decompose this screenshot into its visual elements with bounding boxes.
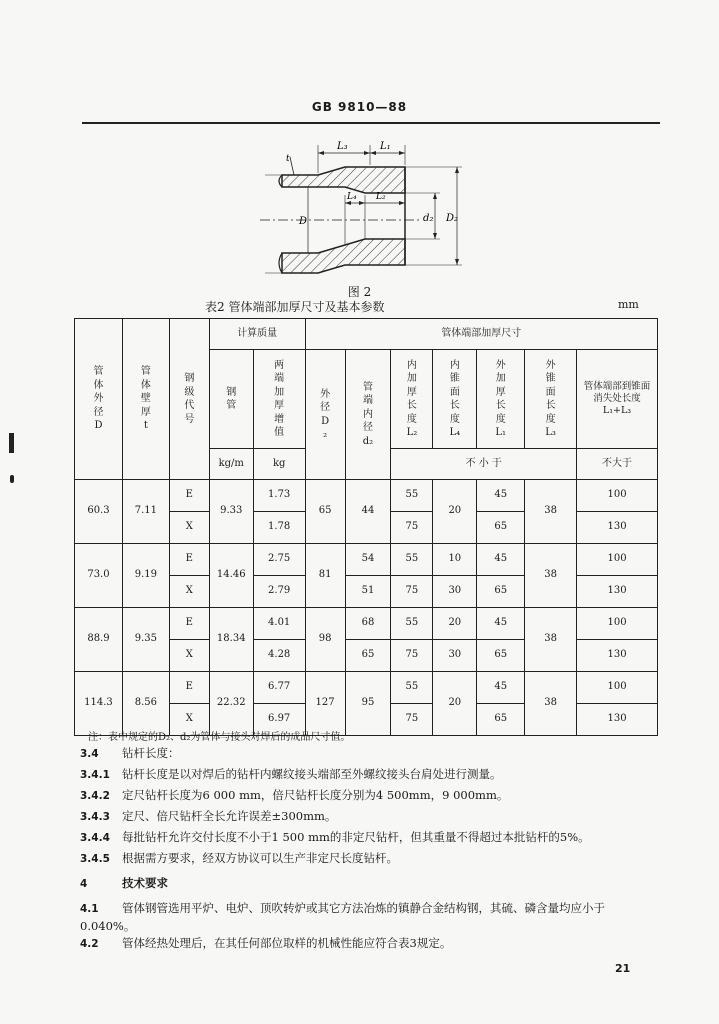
- header-L1: 外加厚长度L₁: [477, 350, 525, 449]
- section-4-heading: 4 技术要求: [80, 876, 168, 890]
- header-L4: 内锥面长度L₄: [433, 350, 477, 449]
- table-row: 60.3 7.11 E 9.33 1.73 65 44 55 20 45 38 100: [75, 480, 658, 512]
- para-3-4-4: 3.4.4 每批钻杆允许交付长度不小于1 500 mm的非定尺钻杆，但其重量不得超过本批钻杆的5%。: [80, 830, 590, 844]
- dimension-table: [74, 318, 658, 736]
- para-4-1: 4.1 管体钢管选用平炉、电炉、顶吹转炉或其它方法冶炼的镇静合金结构钢，其硫、磷含量均应小于: [80, 901, 605, 915]
- label-L3: L₃: [337, 141, 348, 152]
- header-D2: 外径D₂: [305, 350, 345, 480]
- scan-mark: [9, 433, 14, 453]
- table-row: X 1.78 75 65 130: [75, 512, 658, 544]
- header-rule: [82, 122, 660, 124]
- para-3-4-5: 3.4.5 根据需方要求，经双方协议可以生产非定尺长度钻杆。: [80, 851, 398, 865]
- figure-caption: 图 2: [347, 285, 372, 299]
- label-L1: L₁: [380, 141, 391, 152]
- para-3-4-1: 3.4.1 钻杆长度是以对焊后的钻杆内螺纹接头端部至外螺纹接头台肩处进行测量。: [80, 767, 502, 781]
- unit-kg: kg: [253, 449, 305, 480]
- table-row: 114.3 8.56 E 22.32 6.77 127 95 55 20 45 38 100: [75, 672, 658, 704]
- table-unit: mm: [618, 298, 639, 311]
- unit-kgm: kg/m: [209, 449, 253, 480]
- para-4-1-cont: 0.040%。: [80, 919, 136, 933]
- para-3-4: 3.4 钻杆长度：: [80, 746, 180, 760]
- header-grade: 钢级代号: [169, 319, 209, 480]
- header-t: 管体壁厚t: [122, 319, 169, 480]
- label-D: D: [299, 216, 308, 227]
- scan-mark: [10, 475, 14, 483]
- page-header: GB 9810—88: [311, 100, 408, 114]
- table-row: 88.9 9.35 E 18.34 4.01 98 68 55 20 45 38 100: [75, 608, 658, 640]
- label-L4: L₄: [347, 192, 357, 202]
- table-title: 表2 管体端部加厚尺寸及基本参数: [205, 300, 385, 314]
- header-mass-pipe: 钢管: [209, 350, 253, 449]
- header-L2: 内加厚长度L₂: [391, 350, 433, 449]
- label-d2: d₂: [423, 213, 434, 224]
- table-note: 注：表中规定的D₂、d₂为管体与接头对焊后的成品尺寸值。: [88, 732, 351, 743]
- header-D: 管体外径D: [75, 319, 123, 480]
- header-calc-mass: 计算质量: [209, 319, 305, 350]
- table-row: X 6.97 75 65 130: [75, 704, 658, 736]
- page-number: 21: [615, 962, 631, 975]
- header-min: 不 小 于: [391, 449, 577, 480]
- label-t: t: [286, 154, 290, 164]
- para-4-2: 4.2 管体经热处理后，在其任何部位取样的机械性能应符合表3规定。: [80, 936, 452, 950]
- pipe-upset-figure: [250, 135, 480, 283]
- table-row: X 4.28 65 75 30 65 130: [75, 640, 658, 672]
- para-3-4-3: 3.4.3 定尺、倍尺钻杆全长允许误差±300mm。: [80, 809, 337, 823]
- header-L3: 外锥面长度L₃: [525, 350, 577, 449]
- table-row: 73.0 9.19 E 14.46 2.75 81 54 55 10 45 38 100: [75, 544, 658, 576]
- header-mass-add: 两端加厚增值: [253, 350, 305, 449]
- label-L2: L₂: [376, 192, 386, 202]
- header-upset: 管体端部加厚尺寸: [305, 319, 657, 350]
- header-L1L3: 管体端部到锥面消失处长度L₁+L₃: [577, 350, 658, 449]
- label-D2-fig: D₂: [446, 213, 459, 224]
- header-d2: 管端内径d₂: [345, 350, 391, 480]
- table-row: X 2.79 51 75 30 65 130: [75, 576, 658, 608]
- header-max: 不大于: [577, 449, 658, 480]
- para-3-4-2: 3.4.2 定尺钻杆长度为6 000 mm，倍尺钻杆长度分别为4 500mm，9 000mm。: [80, 788, 509, 802]
